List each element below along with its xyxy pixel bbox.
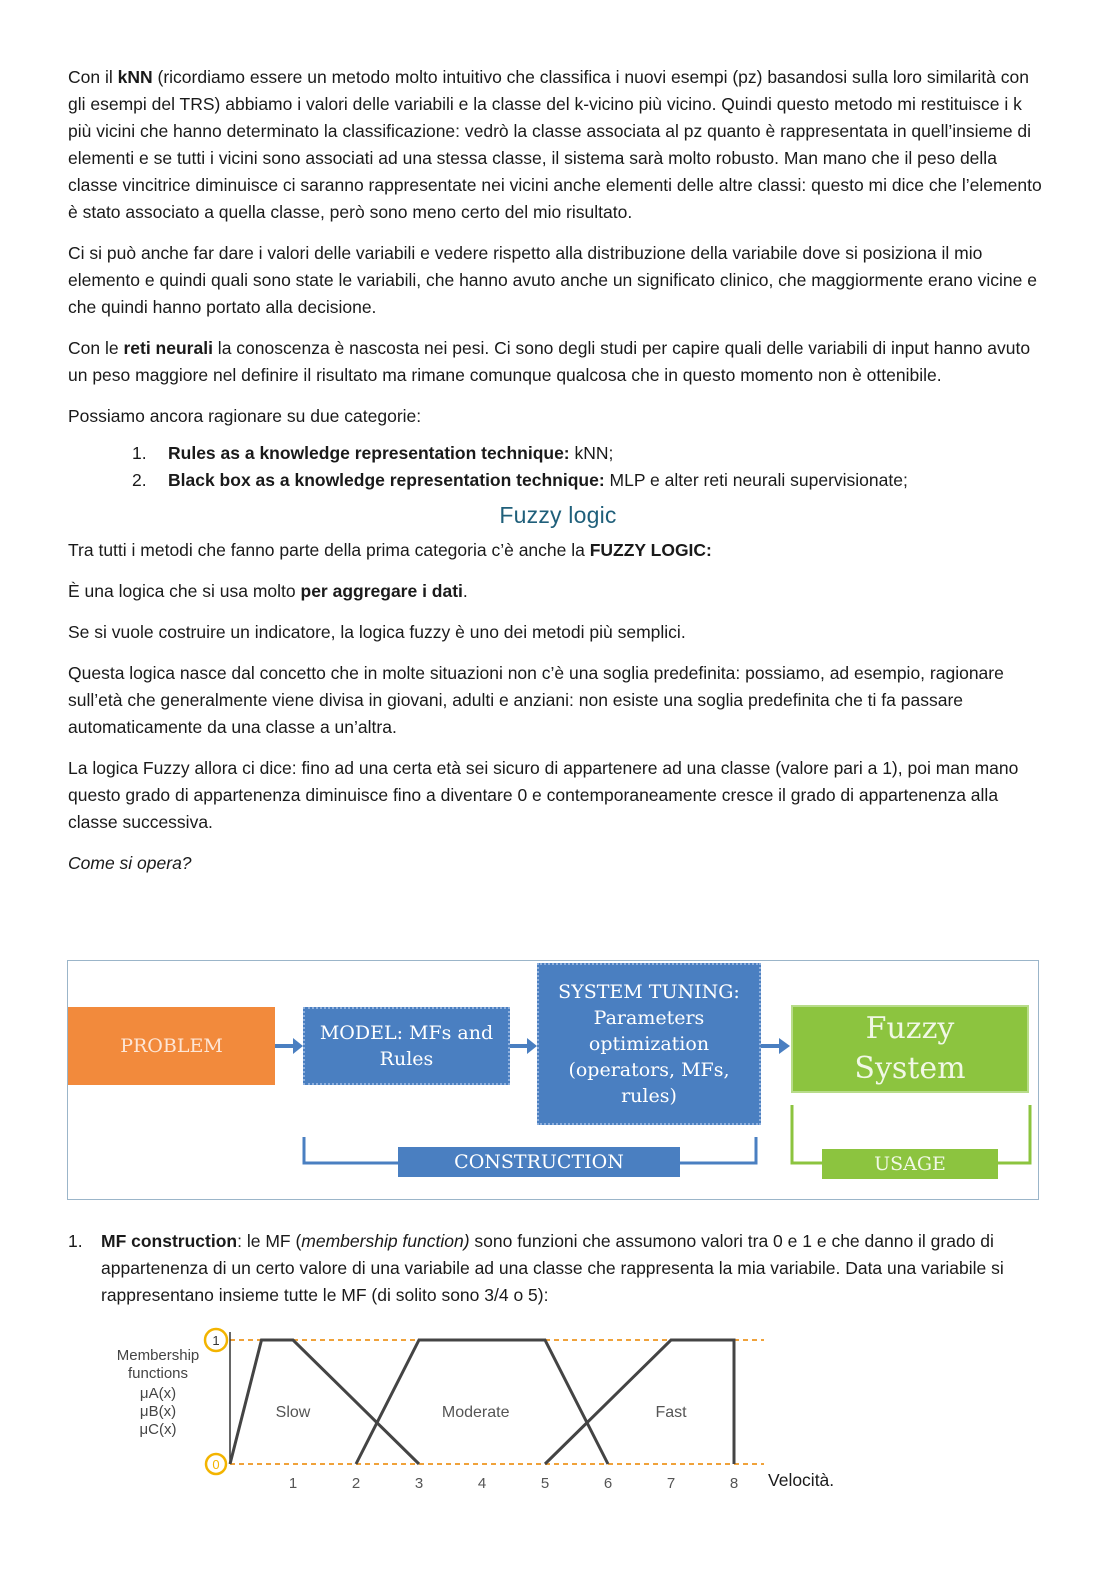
model-box: MODEL: MFs and Rules bbox=[303, 1007, 510, 1085]
paragraph-aggregate: È una logica che si usa molto per aggregare i dati. bbox=[68, 581, 468, 601]
series-line-moderate bbox=[356, 1340, 608, 1464]
ylabel-line: Membership bbox=[116, 1347, 200, 1364]
x-tick-label: 3 bbox=[414, 1475, 424, 1492]
ylabel bbox=[117, 1347, 200, 1438]
paragraph-threshold: Questa logica nasce dal concetto che in molte situazioni non c’è una soglia predefinita: possiamo, ad esempio, ragionare sull’età che generalmente viene divisa in giovani, adulti e anziani: non esiste una soglia predefinita che ti fa passare automaticamente da una classe a un’altra. bbox=[68, 663, 1004, 737]
mf-construction-item: 1. MF construction: le MF (membership function) sono funzioni che assumono valori tra 0 e 1 e che danno il grado di appartenenza di un certo valore di una variabile ad una classe che rappresenta la mia variabile. Data una variabile si rappresentano insieme tutte le MF (di solito sono 3/4 o 5): bbox=[68, 1231, 1004, 1305]
series-line-slow bbox=[230, 1340, 419, 1464]
x-tick-label: 1 bbox=[288, 1475, 298, 1492]
paragraph-categories: Possiamo ancora ragionare su due categorie: bbox=[68, 406, 422, 426]
axis-caption: Velocità. bbox=[768, 1470, 835, 1490]
problem-box: PROBLEM bbox=[68, 1007, 275, 1085]
paragraph-neural-nets: Con le reti neurali la conoscenza è nascosta nei pesi. Ci sono degli studi per capire quali delle variabili di input hanno avuto un peso maggiore nel definire il risultato ma rimane comunque qualcosa che in questo momento non è ottenibile. bbox=[68, 338, 1031, 385]
paragraph-how: Come si opera? bbox=[68, 853, 192, 873]
system-tuning-box: SYSTEM TUNING: Parameters optimization (operators, MFs, rules) bbox=[537, 963, 761, 1125]
document-body bbox=[68, 64, 1048, 891]
list-item: 2. Black box as a knowledge representation technique: MLP e alter reti neurali supervisionate; bbox=[132, 470, 908, 490]
membership-functions-chart bbox=[100, 1316, 768, 1496]
paragraph-fuzzy-intro: Tra tutti i metodi che fanno parte della prima categoria c’è anche la FUZZY LOGIC: bbox=[68, 540, 712, 560]
list-item: 1. Rules as a knowledge representation technique: kNN; bbox=[132, 443, 614, 463]
categories-list bbox=[68, 440, 1048, 494]
series-label: Moderate bbox=[441, 1403, 510, 1421]
ylabel-line: μB(x) bbox=[139, 1403, 177, 1420]
construction-box: CONSTRUCTION bbox=[398, 1147, 680, 1177]
series-line-fast bbox=[545, 1340, 734, 1464]
fuzzy-process-diagram bbox=[67, 960, 1039, 1200]
x-tick-label: 8 bbox=[729, 1475, 739, 1492]
paragraph-knn: Con il kNN (ricordiamo essere un metodo molto intuitivo che classifica i nuovi esempi (pz) basandosi sulla loro similarità con gli esempi del TRS) abbiamo i valori delle variabili e la classe del k-vicino più vicino. Quindi questo metodo mi restituisce i k più vicini che hanno determinato la classificazione: vedrò la classe associata al pz quanto è rappresentata in quell’insieme di elementi e se tutti i vicini sono associati ad una stessa classe, il sistema sarà molto robusto. Man mano che il peso della classe vincitrice diminuisce ci saranno rappresentate nei vicini anche elementi delle altre classi: questo mi dice che l’elemento è stato associato a quella classe, però sono meno certo del mio risultato. bbox=[68, 67, 1042, 222]
paragraph-fuzzy-says: La logica Fuzzy allora ci dice: fino ad una certa età sei sicuro di appartenere ad una classe (valore pari a 1), poi man mano questo grado di appartenenza diminuisce fino a diventare 0 e contemporaneamente cresce il grado di appartenenza alla classe successiva. bbox=[68, 758, 1019, 832]
y-tick-label: 1 bbox=[212, 1333, 220, 1348]
section-heading: Fuzzy logic bbox=[499, 502, 617, 528]
series-label: Fast bbox=[655, 1403, 687, 1421]
usage-box: USAGE bbox=[822, 1149, 998, 1179]
x-tick-label: 7 bbox=[666, 1475, 676, 1492]
x-tick-label: 2 bbox=[351, 1475, 361, 1492]
ylabel-line: functions bbox=[127, 1365, 189, 1382]
x-tick-label: 4 bbox=[477, 1475, 487, 1492]
paragraph-variables: Ci si può anche far dare i valori delle variabili e vedere rispetto alla distribuzione della variabile dove si posiziona il mio elemento e quindi quali sono state le variabili, che hanno avuto anche un significato clinico, che maggiormente erano vicine e che quindi hanno portato alla decisione. bbox=[68, 243, 1037, 317]
ylabel-line: μA(x) bbox=[139, 1385, 177, 1402]
y-tick-label: 0 bbox=[212, 1457, 220, 1472]
x-tick-label: 6 bbox=[603, 1475, 613, 1492]
x-tick-label: 5 bbox=[540, 1475, 550, 1492]
ylabel-line: μC(x) bbox=[139, 1421, 177, 1438]
paragraph-indicator: Se si vuole costruire un indicatore, la logica fuzzy è uno dei metodi più semplici. bbox=[68, 622, 686, 642]
fuzzy-system-box: Fuzzy System bbox=[791, 1005, 1029, 1093]
series-label: Slow bbox=[275, 1403, 311, 1421]
